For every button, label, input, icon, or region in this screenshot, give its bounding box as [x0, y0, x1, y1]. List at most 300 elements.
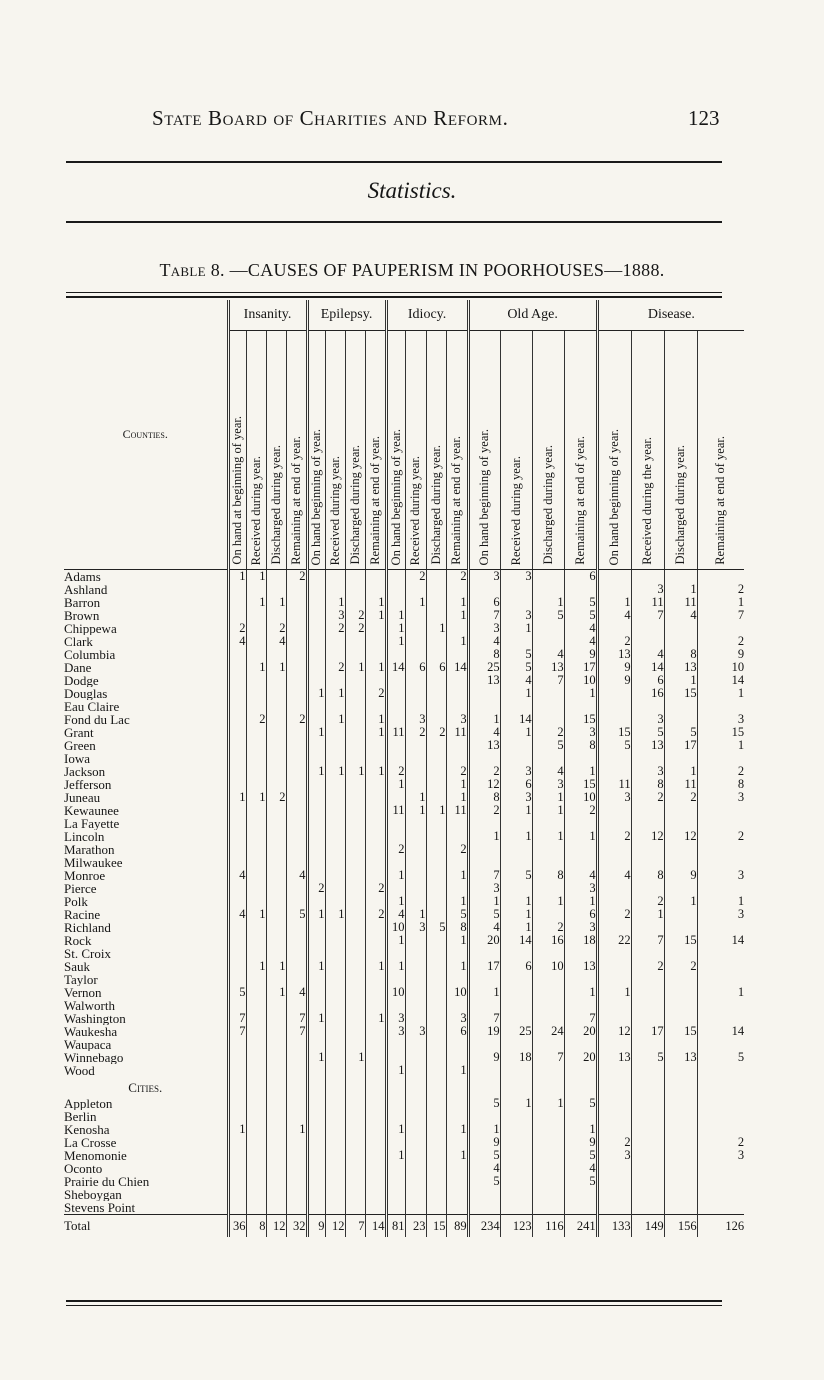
table-cell: 1: [664, 765, 697, 778]
table-cell: 1: [405, 791, 426, 804]
table-cell: [266, 999, 286, 1012]
table-cell: 241: [564, 1215, 597, 1238]
table-cell: 1: [246, 791, 266, 804]
table-cell: 2: [325, 661, 345, 674]
table-cell: [500, 1136, 532, 1149]
table-cell: 12: [631, 830, 664, 843]
table-cell: 3: [405, 713, 426, 726]
table-cell: [325, 739, 345, 752]
table-cell: [468, 1188, 500, 1201]
table-cell: [664, 986, 697, 999]
table-cell: [446, 687, 468, 700]
table-cell: 7: [345, 1215, 365, 1238]
table-cell: 1: [446, 1149, 468, 1162]
table-cell: [246, 921, 266, 934]
table-cell: [532, 687, 564, 700]
table-cell: 9: [597, 661, 631, 674]
spacer-cell: [228, 1077, 246, 1097]
table-cell: 15: [664, 1025, 697, 1038]
table-cell: [405, 1123, 426, 1136]
table-cell: 5: [564, 1149, 597, 1162]
table-cell: [266, 1136, 286, 1149]
table-cell: [631, 1097, 664, 1110]
table-cell: [664, 1123, 697, 1136]
table-cell: 4: [468, 921, 500, 934]
table-cell: [286, 1188, 307, 1201]
table-cell: 7: [286, 1025, 307, 1038]
row-label: Winnebago: [64, 1051, 124, 1064]
table-cell: 1: [365, 596, 386, 609]
row-label: Iowa: [64, 752, 90, 765]
column-header-label: On hand beginning of year.: [607, 428, 622, 565]
table-cell: [426, 1097, 446, 1110]
table-cell: [266, 687, 286, 700]
table-cell: [246, 856, 266, 869]
table-cell: [325, 843, 345, 856]
table-cell: 1: [365, 765, 386, 778]
spacer-cell: [500, 1077, 532, 1097]
table-cell: 3: [500, 791, 532, 804]
table-cell: 3: [697, 713, 744, 726]
table-cell: 1: [228, 1123, 246, 1136]
table-cell: [345, 973, 365, 986]
table-cell: [228, 1175, 246, 1188]
table-cell: [532, 1175, 564, 1188]
table-cell: [426, 570, 446, 584]
table-cell: [307, 921, 325, 934]
table-cell: 1: [386, 960, 405, 973]
table-cell: [426, 986, 446, 999]
table-cell: [405, 687, 426, 700]
table-cell: [286, 661, 307, 674]
table-cell: [345, 856, 365, 869]
table-cell: 1: [246, 960, 266, 973]
table-cell: 22: [597, 934, 631, 947]
table-cell: 1: [307, 960, 325, 973]
county-row: [64, 817, 744, 830]
table-cell: 3: [386, 1012, 405, 1025]
table-cell: [365, 1149, 386, 1162]
cities-heading-row: [64, 1077, 744, 1097]
table-cell: 7: [564, 1012, 597, 1025]
table-cell: 12: [325, 1215, 345, 1238]
spacer-cell: [246, 1077, 266, 1097]
group-header-row: [64, 300, 744, 331]
table-cell: 10: [446, 986, 468, 999]
row-label: La Fayette: [64, 817, 120, 830]
table-cell: 3: [446, 713, 468, 726]
table-cell: 5: [631, 1051, 664, 1064]
table-cell: 10: [564, 674, 597, 687]
table-cell: 5: [468, 1149, 500, 1162]
spacer-cell: [564, 1077, 597, 1097]
table-cell: [426, 1188, 446, 1201]
table-cell: [307, 1149, 325, 1162]
table-cell: 3: [468, 570, 500, 584]
table-cell: [426, 973, 446, 986]
table-cell: [345, 921, 365, 934]
column-header-label: Remaining at end of year.: [713, 436, 728, 565]
spacer-cell: [597, 1077, 631, 1097]
table-cell: 3: [631, 713, 664, 726]
city-row: [64, 1175, 744, 1188]
table-cell: [345, 1097, 365, 1110]
table-cell: 6: [405, 661, 426, 674]
table-cell: 23: [405, 1215, 426, 1238]
row-label: Milwaukee: [64, 856, 123, 869]
table-cell: 11: [386, 726, 405, 739]
table-cell: 6: [564, 908, 597, 921]
table-cell: [365, 843, 386, 856]
table-cell: [532, 570, 564, 584]
table-cell: [266, 726, 286, 739]
table-cell: [345, 713, 365, 726]
table-cell: [345, 1110, 365, 1123]
table-cell: 156: [664, 1215, 697, 1238]
table-cell: 2: [631, 960, 664, 973]
table-cell: [246, 973, 266, 986]
table-cell: 4: [564, 869, 597, 882]
row-label: Juneau: [64, 791, 101, 804]
table-cell: 1: [228, 570, 246, 584]
total-row: [64, 1215, 744, 1238]
table-cell: [631, 986, 664, 999]
table-cell: [664, 804, 697, 817]
table-cell: [228, 1038, 246, 1051]
table-cell: 1: [365, 726, 386, 739]
table-cell: [307, 700, 325, 713]
table-cell: 1: [386, 869, 405, 882]
column-header-label: Received during the year.: [640, 437, 655, 565]
county-row: [64, 986, 744, 999]
table-cell: [365, 1097, 386, 1110]
table-cell: [426, 843, 446, 856]
table-cell: 3: [386, 1025, 405, 1038]
table-cell: 126: [697, 1215, 744, 1238]
table-cell: [246, 1162, 266, 1175]
table-cell: [325, 1064, 345, 1077]
table-cell: [266, 1012, 286, 1025]
column-header: [405, 331, 426, 570]
table-cell: [697, 947, 744, 960]
table-cell: 2: [386, 843, 405, 856]
table-cell: [228, 882, 246, 895]
table-cell: [307, 570, 325, 584]
table-cell: 6: [446, 1025, 468, 1038]
table-cell: [426, 778, 446, 791]
column-header: [286, 331, 307, 570]
table-cell: [286, 804, 307, 817]
table-cell: 24: [532, 1025, 564, 1038]
table-cell: [307, 661, 325, 674]
table-cell: [286, 1162, 307, 1175]
table-cell: [307, 1188, 325, 1201]
table-cell: 8: [468, 791, 500, 804]
table-cell: [426, 635, 446, 648]
row-label: Columbia: [64, 648, 116, 661]
table-cell: [426, 817, 446, 830]
table-cell: 1: [697, 895, 744, 908]
table-cell: [228, 765, 246, 778]
table-cell: 10: [532, 960, 564, 973]
row-label: Richland: [64, 921, 111, 934]
table-cell: [286, 960, 307, 973]
table-cell: 5: [426, 921, 446, 934]
column-header-label: On hand at beginning of year.: [230, 416, 244, 565]
table-cell: [345, 986, 365, 999]
table-cell: [246, 1038, 266, 1051]
table-cell: [386, 817, 405, 830]
table-cell: [631, 1149, 664, 1162]
row-label: Jefferson: [64, 778, 112, 791]
table-cell: 1: [405, 908, 426, 921]
table-cell: [307, 817, 325, 830]
row-label: Barron: [64, 596, 101, 609]
table-cell: [631, 1136, 664, 1149]
table-cell: 1: [468, 895, 500, 908]
table-cell: [325, 856, 345, 869]
table-cell: [426, 687, 446, 700]
table-cell: 1: [468, 830, 500, 843]
spacer-cell: [307, 1077, 325, 1097]
table-cell: 5: [446, 908, 468, 921]
table-cell: [564, 1064, 597, 1077]
column-header: [532, 331, 564, 570]
table-cell: [500, 843, 532, 856]
table-cell: [426, 1064, 446, 1077]
county-row: [64, 804, 744, 817]
column-header: [325, 331, 345, 570]
table-cell: 7: [468, 1012, 500, 1025]
table-cell: 1: [246, 570, 266, 584]
table-cell: [325, 986, 345, 999]
table-cell: [325, 1012, 345, 1025]
table-rule-bottom-2: [66, 1305, 722, 1306]
table-cell: 1: [386, 1149, 405, 1162]
table-cell: [365, 1110, 386, 1123]
column-header: [564, 331, 597, 570]
row-label: Rock: [64, 934, 92, 947]
row-label: Oconto: [64, 1162, 103, 1175]
column-header-label: Discharged during year.: [268, 445, 283, 565]
table-cell: [446, 674, 468, 687]
table-cell: [345, 570, 365, 584]
table-cell: [345, 778, 365, 791]
table-cell: 2: [697, 765, 744, 778]
table-cell: [365, 973, 386, 986]
table-cell: [286, 791, 307, 804]
table-cell: [345, 947, 365, 960]
table-cell: [307, 1162, 325, 1175]
table-cell: [405, 947, 426, 960]
table-cell: 3: [325, 609, 345, 622]
table-cell: [228, 713, 246, 726]
row-label: Green: [64, 739, 96, 752]
table-cell: [426, 947, 446, 960]
table-cell: 5: [500, 661, 532, 674]
table-cell: [246, 817, 266, 830]
table-cell: [307, 1123, 325, 1136]
spacer-cell: [365, 1077, 386, 1097]
table-cell: 15: [664, 934, 697, 947]
table-cell: 3: [500, 570, 532, 584]
table-cell: 1: [597, 596, 631, 609]
table-cell: [345, 1012, 365, 1025]
table-cell: [286, 648, 307, 661]
column-header: [246, 331, 266, 570]
table-cell: [325, 1038, 345, 1051]
column-header-label: On hand beginning of year.: [388, 428, 403, 565]
spacer-cell: [426, 1077, 446, 1097]
table-cell: [345, 791, 365, 804]
table-cell: 3: [631, 765, 664, 778]
table-cell: 1: [266, 596, 286, 609]
row-label: Adams: [64, 569, 101, 583]
table-cell: [365, 1025, 386, 1038]
table-cell: 1: [500, 908, 532, 921]
spacer-cell: [386, 1077, 405, 1097]
row-label: Grant: [64, 726, 94, 739]
table-cell: 1: [307, 765, 325, 778]
table-cell: 1: [266, 986, 286, 999]
table-cell: [307, 804, 325, 817]
county-row: [64, 869, 744, 882]
table-cell: [365, 1051, 386, 1064]
table-cell: 11: [386, 804, 405, 817]
table-cell: [325, 1110, 345, 1123]
table-cell: 1: [697, 687, 744, 700]
table-cell: 20: [564, 1025, 597, 1038]
table-cell: 16: [631, 687, 664, 700]
table-cell: 2: [597, 830, 631, 843]
table-cell: [365, 739, 386, 752]
table-cell: 3: [597, 1149, 631, 1162]
column-header: [664, 331, 697, 570]
table-cell: [325, 778, 345, 791]
table-cell: 8: [631, 869, 664, 882]
table-cell: [345, 960, 365, 973]
column-header-label: Discharged during year.: [347, 445, 362, 565]
table-cell: [266, 856, 286, 869]
table-cell: [286, 778, 307, 791]
table-cell: [325, 1123, 345, 1136]
table-cell: [664, 1162, 697, 1175]
county-row: [64, 687, 744, 700]
column-header-label: On hand beginning of year.: [309, 428, 324, 565]
table-cell: 1: [325, 908, 345, 921]
table-cell: [426, 934, 446, 947]
table-cell: [532, 1201, 564, 1215]
table-cell: 4: [468, 635, 500, 648]
table-cell: 7: [631, 609, 664, 622]
table-cell: 11: [631, 596, 664, 609]
row-label: Waupaca: [64, 1038, 112, 1051]
table-cell: 1: [266, 960, 286, 973]
table-cell: 15: [597, 726, 631, 739]
table-cell: 1: [426, 622, 446, 635]
table-cell: [325, 882, 345, 895]
table-cell: 5: [286, 908, 307, 921]
table-cell: [228, 1136, 246, 1149]
table-cell: 2: [597, 635, 631, 648]
table-cell: 11: [446, 726, 468, 739]
table-cell: [405, 1149, 426, 1162]
table-cell: [325, 1162, 345, 1175]
table-cell: [228, 674, 246, 687]
table-cell: [405, 765, 426, 778]
table-cell: [286, 674, 307, 687]
table-cell: 1: [446, 934, 468, 947]
table-cell: [500, 1123, 532, 1136]
county-row: [64, 674, 744, 687]
table-cell: [325, 960, 345, 973]
row-label: Dodge: [64, 674, 99, 687]
row-label: Lincoln: [64, 830, 105, 843]
table-cell: [325, 947, 345, 960]
table-cell: 234: [468, 1215, 500, 1238]
table-cell: [307, 635, 325, 648]
table-cell: 14: [500, 713, 532, 726]
table-cell: [365, 830, 386, 843]
table-cell: 2: [697, 1136, 744, 1149]
row-label: Stevens Point: [64, 1201, 136, 1215]
table-cell: 4: [532, 765, 564, 778]
table-cell: [286, 765, 307, 778]
table-cell: [307, 973, 325, 986]
table-cell: [307, 778, 325, 791]
table-cell: [345, 1025, 365, 1038]
table-cell: [266, 1097, 286, 1110]
table-cell: [266, 1038, 286, 1051]
column-header: [386, 331, 405, 570]
table-cell: 4: [532, 648, 564, 661]
table-cell: 10: [386, 986, 405, 999]
row-label: Appleton: [64, 1097, 113, 1110]
table-cell: 15: [564, 713, 597, 726]
spacer-cell: [631, 1077, 664, 1097]
table-cell: [532, 1149, 564, 1162]
table-cell: 149: [631, 1215, 664, 1238]
table-cell: 1: [564, 986, 597, 999]
table-cell: [664, 700, 697, 713]
table-cell: [325, 635, 345, 648]
table-cell: [500, 583, 532, 596]
table-cell: [345, 687, 365, 700]
table-cell: 1: [532, 895, 564, 908]
table-cell: 9: [468, 1051, 500, 1064]
table-cell: 1: [386, 1123, 405, 1136]
table-cell: [345, 1149, 365, 1162]
table-cell: 2: [697, 635, 744, 648]
table-cell: [345, 726, 365, 739]
table-cell: [386, 1038, 405, 1051]
table-cell: 14: [697, 934, 744, 947]
table-cell: [532, 1162, 564, 1175]
table-cell: [500, 1175, 532, 1188]
table-cell: 2: [307, 882, 325, 895]
table-cell: [697, 960, 744, 973]
table-cell: [345, 1188, 365, 1201]
table-cell: 2: [468, 804, 500, 817]
table-cell: 2: [532, 726, 564, 739]
table-cell: 1: [446, 1064, 468, 1077]
table-cell: 5: [597, 739, 631, 752]
table-cell: [405, 856, 426, 869]
table-cell: [246, 1136, 266, 1149]
table-cell: 2: [345, 609, 365, 622]
table-cell: [597, 1162, 631, 1175]
table-cell: [446, 1097, 468, 1110]
